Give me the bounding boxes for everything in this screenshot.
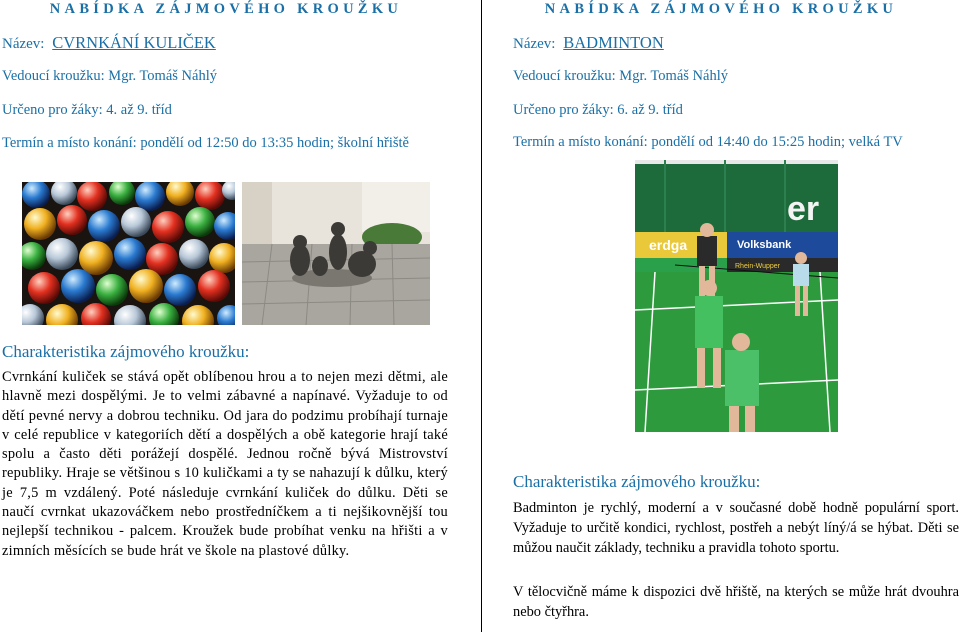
photo-banner-text: erdga xyxy=(649,237,688,253)
statue-photo xyxy=(242,182,430,325)
photo-sponsor-text: Volksbank xyxy=(737,239,792,251)
left-name-row xyxy=(2,33,216,53)
right-leader: Vedoucí kroužku: Mgr. Tomáš Náhlý xyxy=(513,68,728,84)
left-name-link[interactable]: CVRNKÁNÍ KULIČEK xyxy=(52,33,216,52)
right-name-row xyxy=(513,33,664,53)
right-paragraph-2: V tělocvičně máme k dispozici dvě hřiště, na kterých se může hrát dvouhra nebo čtyřhra. xyxy=(513,584,959,620)
left-for-pupils: Určeno pro žáky: 4. až 9. tříd xyxy=(2,102,172,118)
left-char-title: Charakteristika zájmového kroužku: xyxy=(2,342,250,361)
left-leader: Vedoucí kroužku: Mgr. Tomáš Náhlý xyxy=(2,68,217,84)
photo-sponsor-sub: Rhein-Wupper xyxy=(735,263,781,270)
left-name-label: Název: xyxy=(2,36,45,52)
photo-wall-text: er xyxy=(787,190,820,228)
right-paragraph-1: Badminton je rychlý, moderní a v současné době hodně populární sport. Vyžaduje to určitě kondici, rychlost, postřeh a nebýt líný/á se hýbat. Děti se můžou naučit základy, techniku a pravidla tohoto sportu. xyxy=(513,500,959,556)
right-heading: NABÍDKA ZÁJMOVÉHO KROUŽKU xyxy=(544,1,898,17)
marbles-photo xyxy=(22,182,235,325)
right-schedule: Termín a místo konání: pondělí od 14:40 do 15:25 hodin; velká TV xyxy=(513,134,903,150)
right-name-link[interactable]: BADMINTON xyxy=(563,33,664,52)
left-column xyxy=(0,0,452,632)
right-char-title: Charakteristika zájmového kroužku: xyxy=(513,472,761,491)
left-heading: NABÍDKA ZÁJMOVÉHO KROUŽKU xyxy=(49,1,403,17)
right-column xyxy=(482,0,960,632)
right-for-pupils: Určeno pro žáky: 6. až 9. tříd xyxy=(513,102,683,118)
left-paragraph: Cvrnkání kuliček se stává opět oblíbenou hrou a to nejen mezi dětmi, ale hlavně mezi dospělými. Je to velmi zábavné a napínavé. Vyžaduje to od dětí pevné nervy a dobrou techniku. Od jara do podzimu probíhají turnaje v celé republice v kategoriích dětí a dospělých a obě kategorie hrají také spolu a často děti porážejí dospělé. Jednou ročně bývá Mistrovství republiky. Hraje se většinou s 10 kuličkami a ty se nahazují k důlku, který je 7,5 m vzdálený. Poté následuje cvrnkání kuliček do důlku. Děti se naučí cvrnkat ukazováčkem nebo prostředníčkem a ti nejšikovnější tou nejlepší technikou - palcem. Kroužek bude probíhat venku na hřišti a v zimních měsících se bude hrát ve škole na plastové důlky. xyxy=(2,369,448,559)
left-schedule: Termín a místo konání: pondělí od 12:50 do 13:35 hodin; školní hřiště xyxy=(2,135,409,151)
right-name-label: Název: xyxy=(513,36,556,52)
badminton-photo xyxy=(635,160,838,432)
